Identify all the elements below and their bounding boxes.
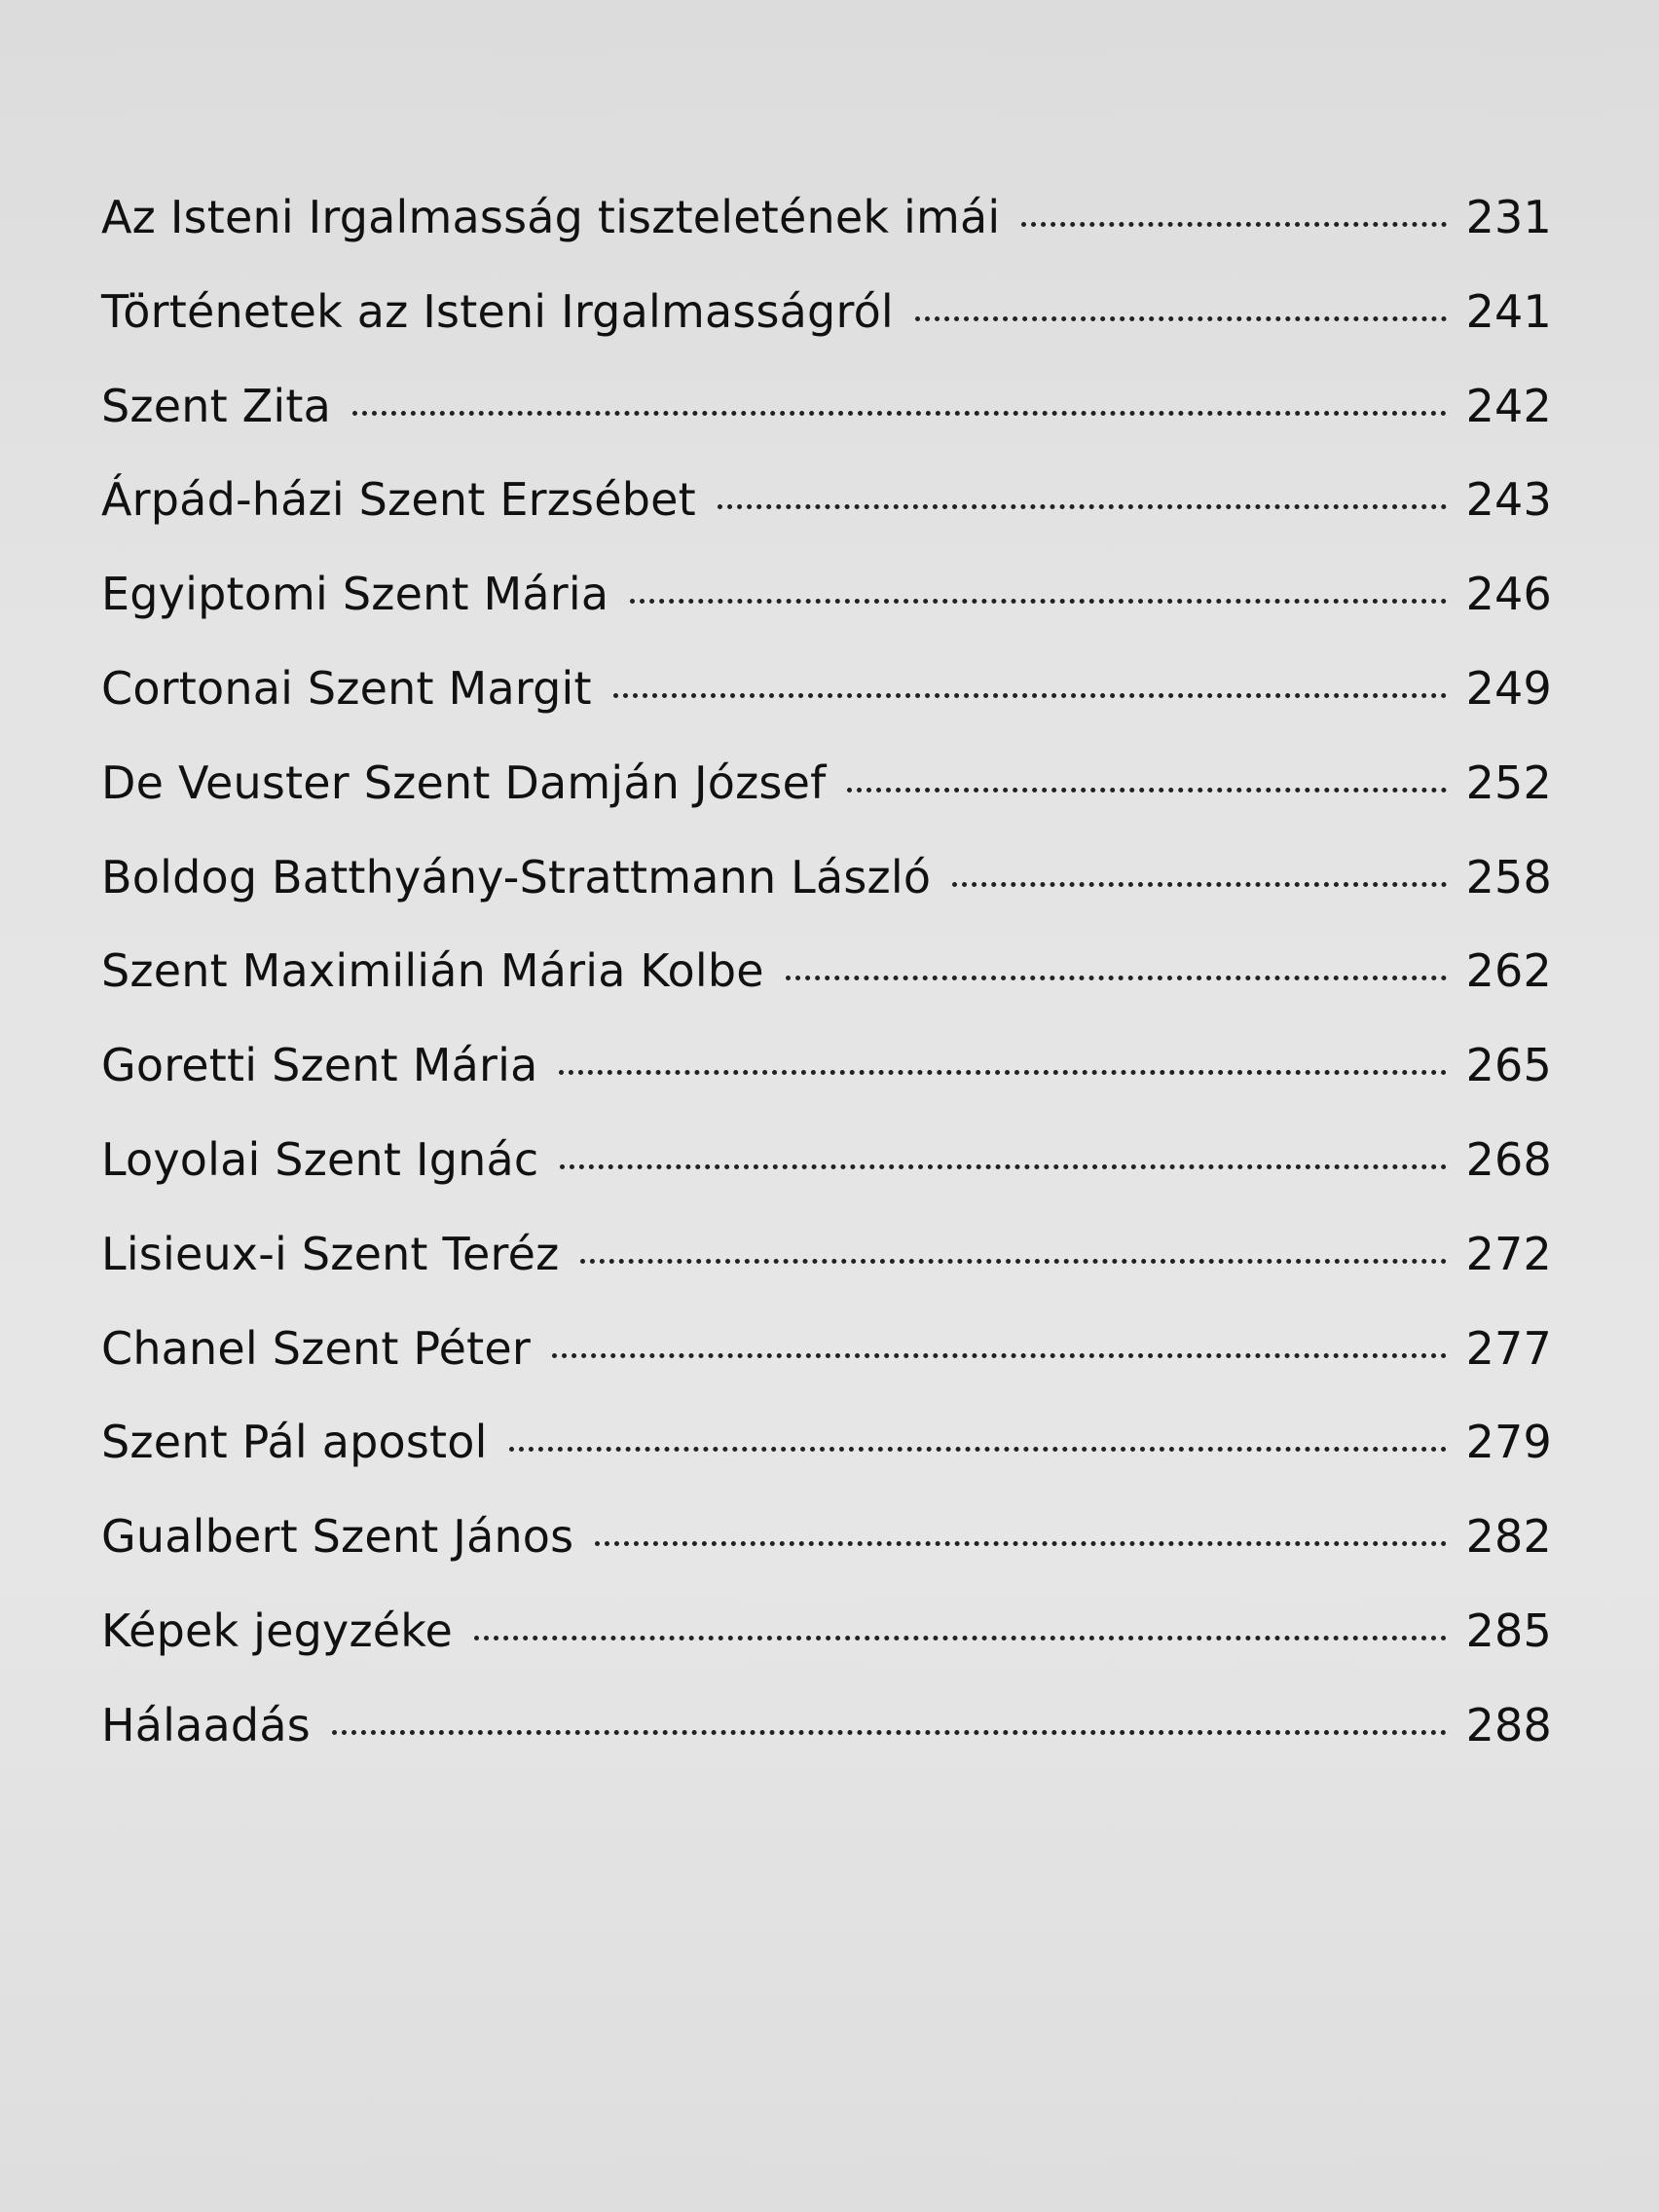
dot-leader <box>847 788 1447 793</box>
toc-entry <box>101 851 1552 945</box>
toc-entry-page: 272 <box>1465 1227 1552 1280</box>
toc-entry-title: Goretti Szent Mária <box>101 1039 538 1092</box>
toc-entry <box>101 191 1552 285</box>
toc-entry-title: Szent Pál apostol <box>101 1416 488 1469</box>
toc-entry-page: 231 <box>1465 191 1552 243</box>
toc-entry-page: 262 <box>1465 944 1552 998</box>
toc-entry-title: Árpád-házi Szent Erzsébet <box>101 473 696 527</box>
toc-entry <box>101 1133 1552 1228</box>
toc-entry-page: 268 <box>1465 1132 1552 1186</box>
toc-entry-title: Chanel Szent Péter <box>101 1321 532 1375</box>
toc-entry <box>101 568 1552 662</box>
toc-entry <box>101 473 1552 568</box>
toc-entry-page: 265 <box>1465 1039 1552 1092</box>
toc-entry-title: Szent Maximilián Mária Kolbe <box>101 944 764 998</box>
toc-entry <box>101 380 1552 474</box>
toc-entry-title: Boldog Batthyány-Strattmann László <box>101 850 932 903</box>
dot-leader <box>474 1636 1447 1641</box>
toc-entry-title: Az Isteni Irgalmasság tiszteletének imái <box>101 191 1001 243</box>
toc-entry <box>101 1228 1552 1322</box>
toc-entry-page: 249 <box>1465 661 1552 715</box>
toc-entry-page: 277 <box>1465 1321 1552 1375</box>
dot-leader <box>559 1070 1447 1075</box>
dot-leader <box>595 1541 1447 1546</box>
dot-leader <box>952 882 1447 887</box>
toc-entry <box>101 1510 1552 1604</box>
toc-entry-page: 282 <box>1465 1510 1552 1564</box>
dot-leader <box>786 976 1447 980</box>
toc-entry-page: 241 <box>1465 284 1552 338</box>
toc-entry <box>101 1604 1552 1699</box>
toc-entry-title: Gualbert Szent János <box>101 1510 574 1564</box>
toc-entry-page: 258 <box>1465 850 1552 903</box>
toc-entry <box>101 1039 1552 1133</box>
toc-entry-title: Hálaadás <box>101 1698 311 1751</box>
toc-entry-title: Képek jegyzéke <box>101 1604 453 1657</box>
dot-leader <box>332 1730 1447 1735</box>
toc-entry-title: Cortonai Szent Margit <box>101 661 592 715</box>
toc-entry-title: Lisieux-i Szent Teréz <box>101 1227 560 1280</box>
dot-leader <box>352 411 1447 416</box>
toc-entry-title: Történetek az Isteni Irgalmasságról <box>101 284 894 338</box>
toc-entry-page: 242 <box>1465 379 1552 432</box>
toc-entry <box>101 1322 1552 1417</box>
toc-entry-page: 246 <box>1465 568 1552 621</box>
dot-leader <box>580 1259 1447 1264</box>
dot-leader <box>552 1353 1447 1358</box>
toc-entry-page: 243 <box>1465 473 1552 527</box>
toc-entry <box>101 944 1552 1039</box>
dot-leader <box>1021 222 1447 227</box>
toc-entry <box>101 756 1552 851</box>
toc-entry <box>101 1416 1552 1510</box>
dot-leader <box>613 693 1447 698</box>
dot-leader <box>718 504 1447 509</box>
toc-entry-title: Egyiptomi Szent Mária <box>101 568 609 621</box>
toc-entry <box>101 662 1552 756</box>
dot-leader <box>560 1164 1447 1169</box>
toc-entry-page: 288 <box>1465 1698 1552 1751</box>
toc-entry-page: 279 <box>1465 1416 1552 1469</box>
toc-entry-title: Loyolai Szent Ignác <box>101 1132 539 1186</box>
dot-leader <box>630 599 1447 604</box>
dot-leader <box>915 316 1447 321</box>
toc-entry-title: De Veuster Szent Damján József <box>101 756 827 809</box>
toc-entry-page: 285 <box>1465 1604 1552 1657</box>
toc-entry-page: 252 <box>1465 756 1552 809</box>
dot-leader <box>509 1447 1447 1452</box>
toc-entry-title: Szent Zita <box>101 379 331 432</box>
toc-entry <box>101 285 1552 380</box>
table-of-contents <box>101 191 1552 1793</box>
toc-entry <box>101 1699 1552 1793</box>
